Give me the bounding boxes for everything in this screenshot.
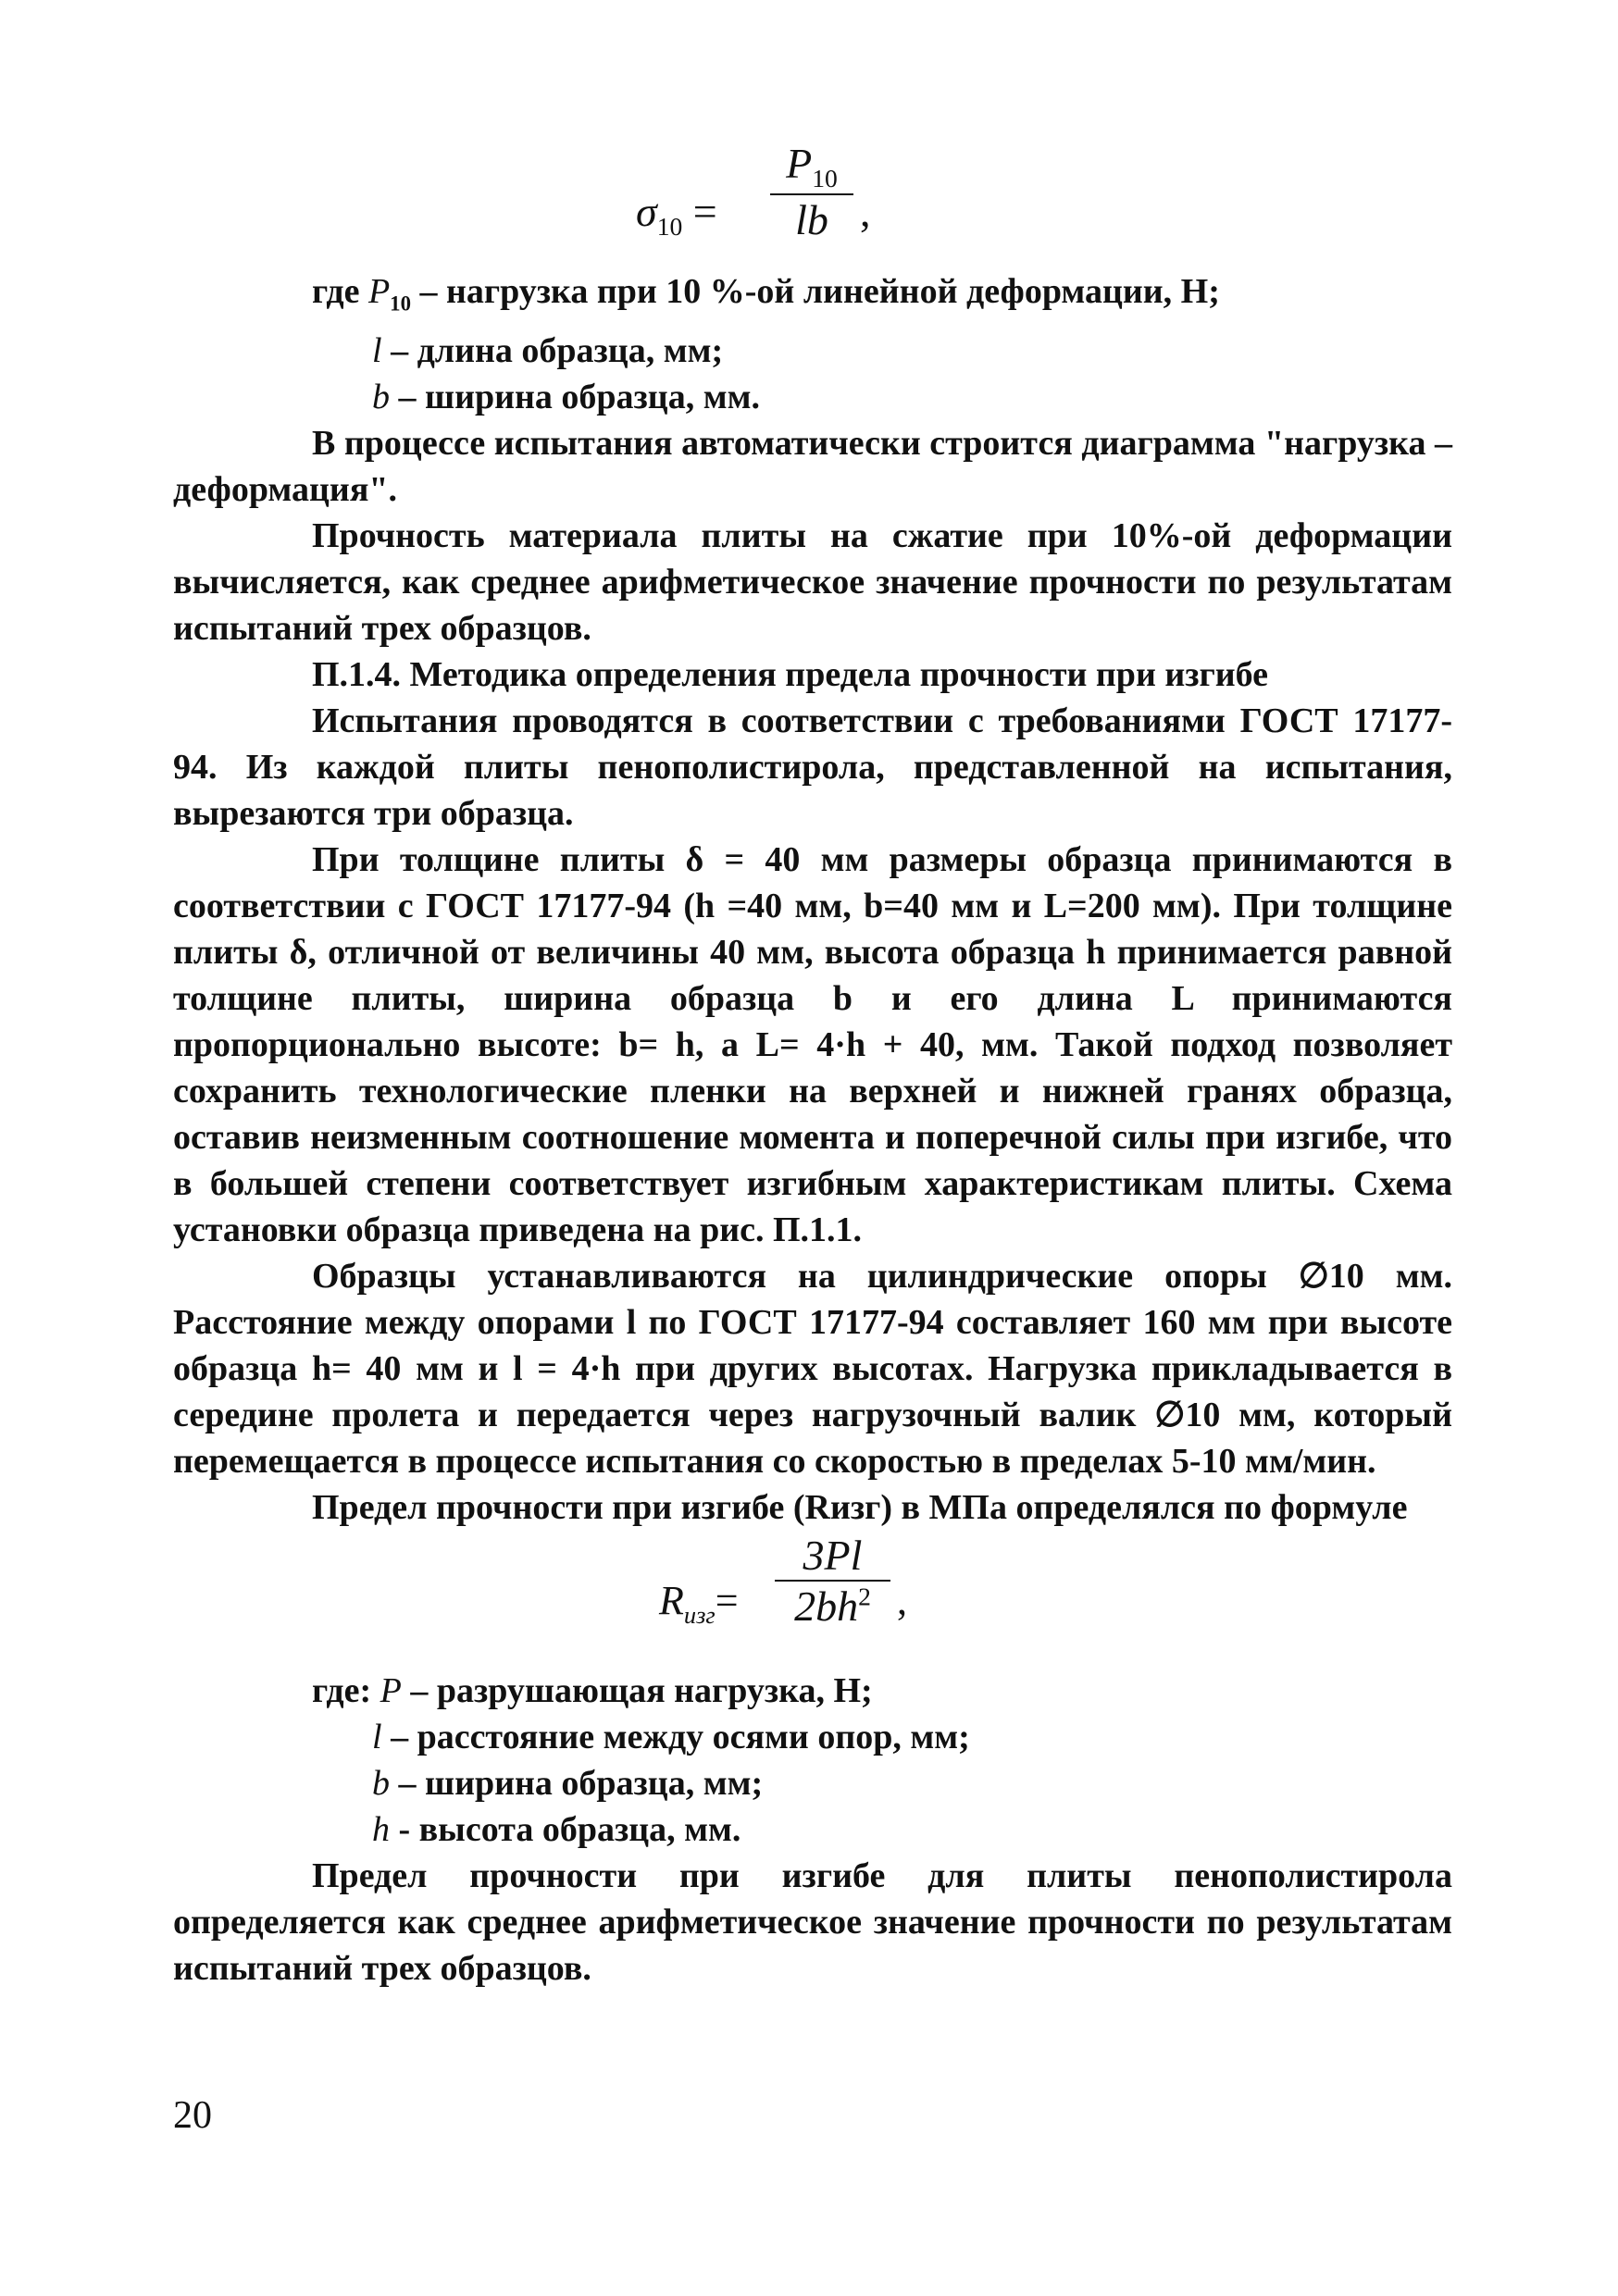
def-h-height: h - высота образца, мм. [372,1809,741,1849]
def-p: где: P – разрушающая нагрузка, Н; [312,1670,873,1710]
formula1-lhs: $\sigma_{10}$ = [636,188,717,242]
formula2-fraction [775,1531,890,1631]
formula-bending-strength [173,1531,1452,1668]
formula2-lhs: $R_{изг}=$ [659,1577,739,1629]
page-number: 20 [173,2094,212,2137]
formula2-denominator: $2bh^2$ [794,1582,871,1630]
formula1-numerator: $P_{10}$ [786,140,838,193]
paragraph-diagram: В процессе испытания автоматически строится диаграмма "нагрузка – деформация". [173,423,1452,509]
formula1-denominator: lb [795,196,828,244]
formula1-fraction [770,139,853,244]
paragraph-sample-dimensions: При толщине плиты δ = 40 мм размеры образца принимаются в соответствии с ГОСТ 17177-94 (h =40 мм, b=40 мм и L=200 мм). При толщине плиты δ, отличной от величины 40 мм, высота образца h принимается равной толщине плиты, ширина образца b и его длина L принимаются пропорционально высоте: b= h, а L= 4·h + 40, мм. Такой подход позволяет сохранить технологические пленки на верхней и нижней гранях образца, оставив неизменным соотношение момента и поперечной силы при изгибе, что в большей степени соответствует изгибным характеристикам плиты. Схема установки образца приведена на рис. П.1.1. [173,839,1452,1249]
paragraph-tests: Испытания проводятся в соответствии с требованиями ГОСТ 17177-94. Из каждой плиты пенополистирола, представленной на испытания, вырезаются три образца. [173,701,1452,833]
section-heading: П.1.4. Методика определения предела прочности при изгибе [312,654,1269,694]
document-page [173,139,1452,1992]
def-b: b – ширина образца, мм. [372,377,760,416]
def-p10: где $P_{10}$ – нагрузка при 10 %-ой линейной деформации, Н; [312,272,1220,316]
paragraph-supports: Образцы устанавливаются на цилиндрические опоры ∅10 мм. Расстояние между опорами l по ГОСТ 17177-94 составляет 160 мм при высоте образца h= 40 мм и l = 4·h при других высотах. Нагрузка прикладывается в середине пролета и передается через нагрузочный валик ∅10 мм, который перемещается в процессе испытания со скоростью в пределах 5-10 мм/мин. [173,1256,1452,1481]
paragraph-compression-strength: Прочность материала плиты на сжатие при 10%-ой деформации вычисляется, как среднее арифметическое значение прочности по результатам испытаний трех образцов. [173,515,1452,648]
formula-sigma10 [173,139,1452,268]
def-l: l – длина образца, мм; [372,330,724,370]
paragraph-formula-intro: Предел прочности при изгибе (Rизг) в МПа определялся по формуле [312,1487,1408,1527]
formula2-numerator: 3Pl [803,1531,863,1579]
formula1-comma: , [860,188,871,235]
def-b-width: b – ширина образца, мм; [372,1763,764,1803]
def-l-span: l – расстояние между осями опор, мм; [372,1717,970,1756]
formula2-comma: , [897,1577,907,1623]
paragraph-conclusion: Предел прочности при изгибе для плиты пенополистирола определяется как среднее арифметическое значение прочности по результатам испытаний трех образцов. [173,1855,1452,1988]
